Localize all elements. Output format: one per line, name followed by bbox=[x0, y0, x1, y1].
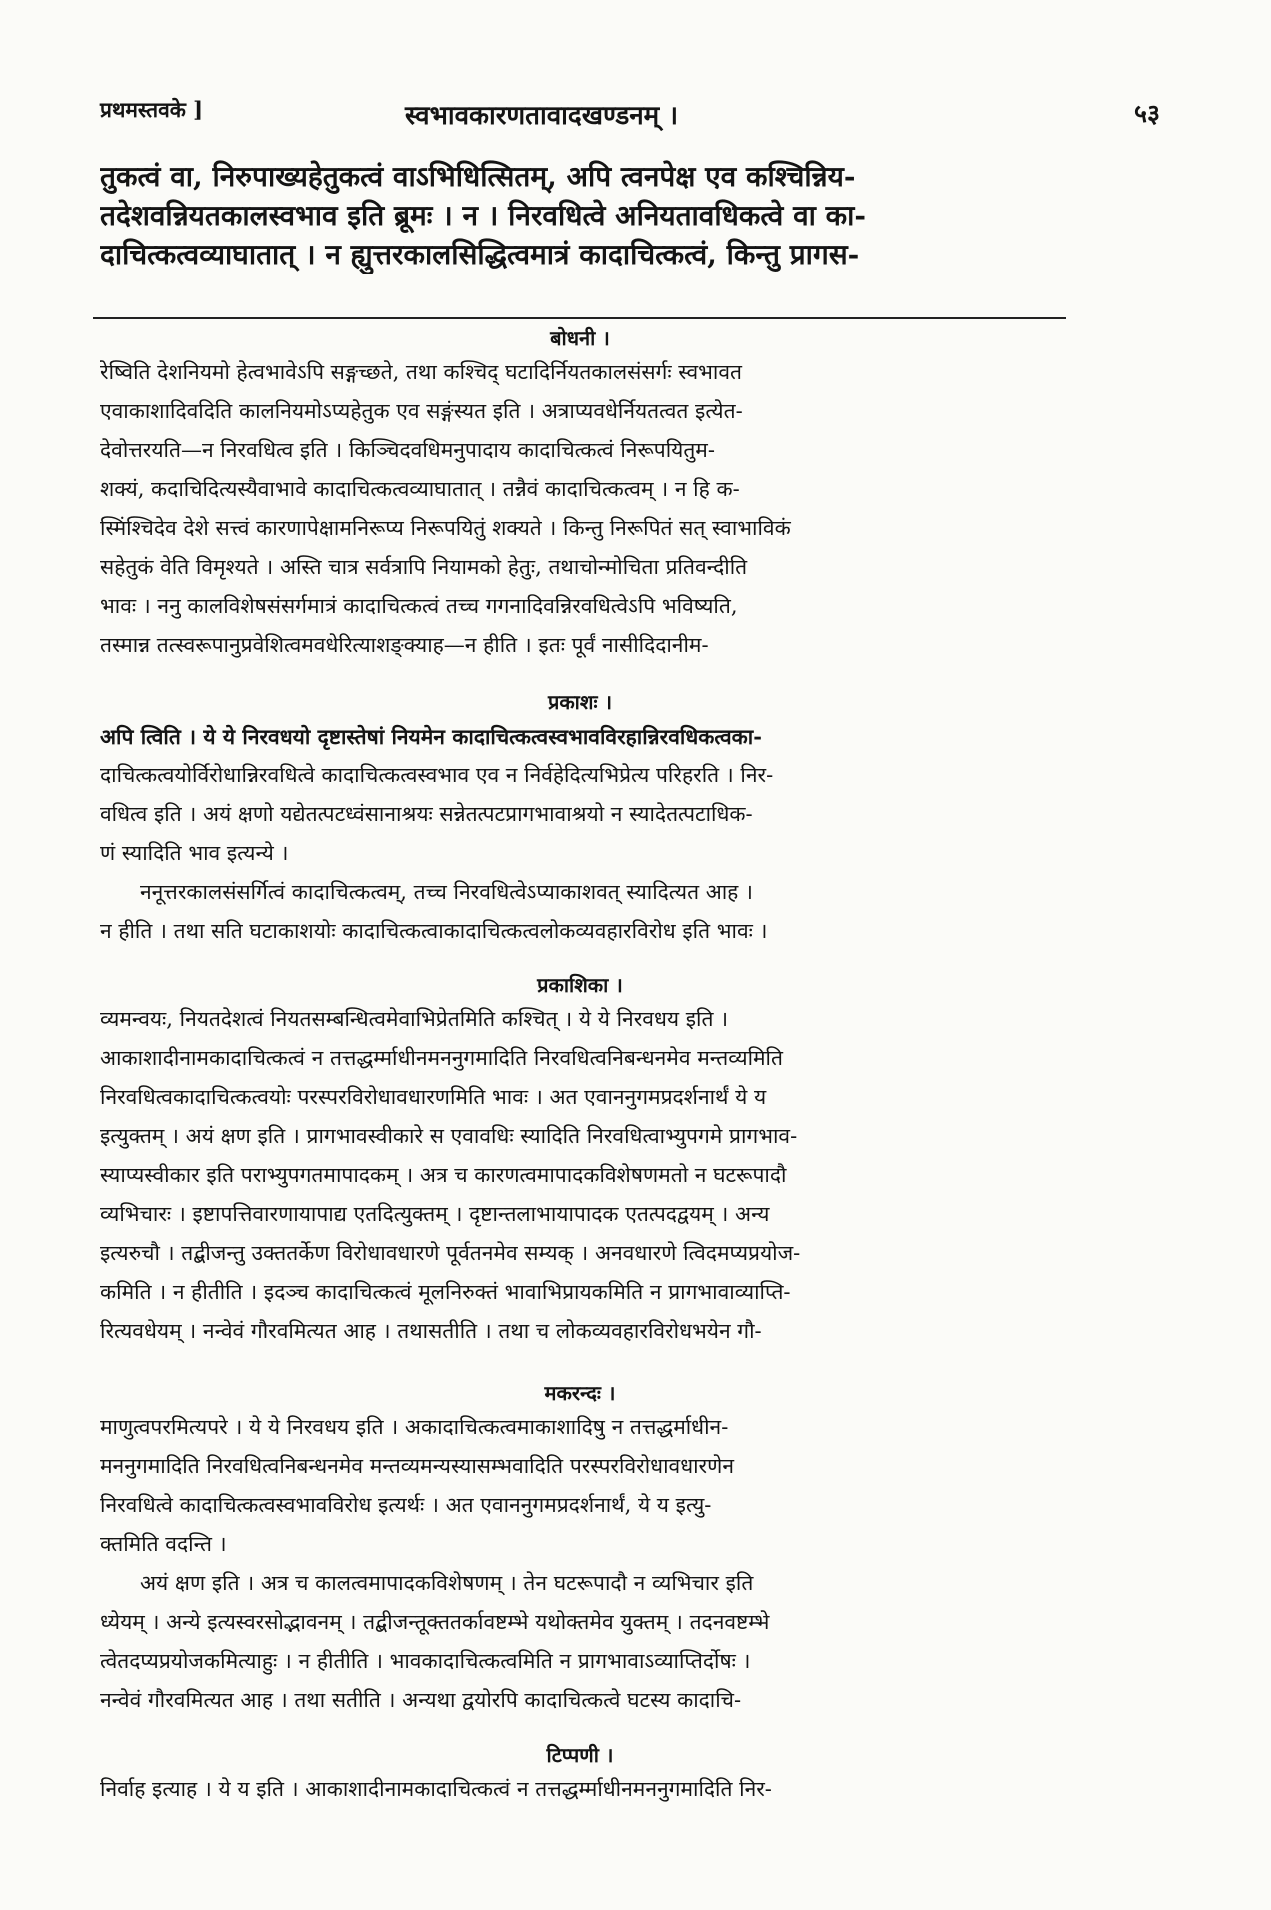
commentary-heading: मकरन्दः । bbox=[544, 1381, 616, 1405]
commentary-line: मननुगमादिति निरवधित्वनिबन्धनमेव मन्तव्यमन्यस्यासम्भवादिति परस्परविरोधावधारणेन bbox=[100, 1454, 734, 1478]
commentary-line: वधित्व इति । अयं क्षणो यद्येतत्पटध्वंसानाश्रयः सन्नेतत्पटप्रागभावाश्रयो न स्यादेतत्पटाधिक- bbox=[100, 802, 753, 826]
commentary-tippani bbox=[100, 1740, 1060, 1809]
commentary-line: सहेतुकं वेति विमृश्यते । अस्ति चात्र सर्वत्रापि नियामको हेतुः, तथाचोन्मोचिता प्रतिवन्दीति bbox=[100, 555, 748, 579]
commentary-line: इत्यरुचौ । तद्बीजन्तु उक्ततर्केण विरोधावधारणे पूर्वतनमेव सम्यक् । अनवधारणे त्विदमप्यप्रयोज- bbox=[100, 1241, 801, 1265]
section-marker: प्रथमस्तवके ] bbox=[100, 97, 204, 122]
commentary-line: शक्यं, कदाचिदित्यस्यैवाभावे कादाचित्कत्वव्याघातात् । तन्नैवं कादाचित्कत्वम् । न हि क- bbox=[100, 477, 740, 501]
commentary-line: इत्युक्तम् । अयं क्षण इति । प्रागभावस्वीकारे स एवावधिः स्यादिति निरवधित्वाभ्युपगमे प्रागभाव- bbox=[100, 1124, 798, 1148]
commentary-bodhani bbox=[100, 323, 1060, 665]
commentary-line: आकाशादीनामकादाचित्कत्वं न तत्तद्धर्म्माधीनमननुगमादिति निरवधित्वनिबन्धनमेव मन्तव्यमिति bbox=[100, 1046, 783, 1070]
commentary-line: व्यमन्वयः, नियतदेशत्वं नियतसम्बन्धित्वमेवाभिप्रेतमिति कश्चित् । ये ये निरवधय इति । bbox=[100, 1007, 729, 1031]
commentary-line: रित्यवधेयम् । नन्वेवं गौरवमित्यत आह । तथासतीति । तथा च लोकव्यवहारविरोधभयेन गौ- bbox=[100, 1319, 762, 1343]
commentary-line: त्वेतदप्यप्रयोजकमित्याहुः । न हीतीति । भावकादाचित्कत्वमिति न प्रागभावाऽव्याप्तिर्दोषः । bbox=[100, 1649, 751, 1673]
page-number: ५३ bbox=[1133, 99, 1160, 128]
main-text bbox=[100, 157, 1160, 274]
main-text-line: दाचित्कत्वव्याघातात् । न ह्युत्तरकालसिद्धित्वमात्रं कादाचित्कत्वं, किन्तु प्रागस- bbox=[100, 238, 860, 271]
commentary-line: निर्वाह इत्याह । ये य इति । आकाशादीनामकादाचित्कत्वं न तत्तद्धर्म्माधीनमननुगमादिति निर- bbox=[100, 1777, 772, 1801]
commentary-line: रेष्विति देशनियमो हेत्वभावेऽपि सङ्गच्छते, तथा कश्चिद् घटादिर्नियतकालसंसर्गः स्वभावत bbox=[100, 360, 742, 384]
commentary-line: ननूत्तरकालसंसर्गित्वं कादाचित्कत्वम्, तच्च निरवधित्वेऽप्याकाशवत् स्यादित्यत आह । bbox=[140, 880, 753, 904]
commentary-line: न हीति । तथा सति घटाकाशयोः कादाचित्कत्वाकादाचित्कत्वलोकव्यवहारविरोध इति भावः । bbox=[100, 919, 768, 943]
commentary-line: नन्वेवं गौरवमित्यत आह । तथा सतीति । अन्यथा द्वयोरपि कादाचित्कत्वे घटस्य कादाचि- bbox=[100, 1688, 742, 1712]
commentary-heading: प्रकाशः । bbox=[547, 690, 613, 714]
commentary-line: एवाकाशादिवदिति कालनियमोऽप्यहेतुक एव सङ्गंस्यत इति । अत्राप्यवधेर्नियतत्वत इत्येत- bbox=[100, 399, 743, 423]
commentary-line: तस्मान्न तत्स्वरूपानुप्रवेशित्वमवधेरित्याशङ्क्याह—न हीति । इतः पूर्वं नासीदिदानीम- bbox=[100, 633, 709, 657]
commentary-line: णं स्यादिति भाव इत्यन्ये । bbox=[100, 841, 289, 865]
commentary-prakasha bbox=[100, 687, 1060, 951]
commentary-makaranda bbox=[100, 1378, 1060, 1720]
main-text-line: तुकत्वं वा, निरुपाख्यहेतुकत्वं वाऽभिधित्सितम्, अपि त्वनपेक्ष एव कश्चिन्निय- bbox=[100, 160, 856, 193]
commentary-heading: टिप्पणी । bbox=[546, 1743, 614, 1767]
commentary-line: निरवधित्वकादाचित्कत्वयोः परस्परविरोधावधारणमिति भावः । अत एवाननुगमप्रदर्शनार्थं ये य bbox=[100, 1085, 767, 1109]
main-text-line: तदेशवन्नियतकालस्वभाव इति ब्रूमः । न । निरवधित्वे अनियतावधिकत्वे वा का- bbox=[100, 199, 867, 232]
commentary-line: ध्येयम् । अन्ये इत्यस्वरसोद्भावनम् । तद्बीजन्तूक्ततर्कावष्टम्भे यथोक्तमेव युक्तम् । तदनवष्टम्भे bbox=[100, 1610, 770, 1634]
commentary-line: भावः । ननु कालविशेषसंसर्गमात्रं कादाचित्कत्वं तच्च गगनादिवन्निरवधित्वेऽपि भविष्यति, bbox=[100, 594, 738, 618]
commentary-line: निरवधित्वे कादाचित्कत्वस्वभावविरोध इत्यर्थः । अत एवाननुगमप्रदर्शनार्थं, ये य इत्यु- bbox=[100, 1493, 712, 1517]
commentary-line: देवोत्तरयति—न निरवधित्व इति । किञ्चिदवधिमनुपादाय कादाचित्कत्वं निरूपयितुम- bbox=[100, 438, 715, 462]
commentary-line: दाचित्कत्वयोर्विरोधान्निरवधित्वे कादाचित्कत्वस्वभाव एव न निर्वहेदित्यभिप्रेत्य परिहरति । निर- bbox=[100, 763, 774, 787]
commentary-line: क्तमिति वदन्ति । bbox=[100, 1532, 227, 1556]
commentary-line: कमिति । न हीतीति । इदञ्च कादाचित्कत्वं मूलनिरुक्तं भावाभिप्रायकमिति न प्रागभावाव्याप्ति- bbox=[100, 1280, 791, 1304]
running-header bbox=[100, 96, 1160, 136]
commentary-line: अपि त्विति । ये ये निरवधयो दृष्टास्तेषां नियमेन कादाचित्कत्वस्वभावविरहान्निरवधिकत्वका- bbox=[100, 724, 762, 749]
commentary-heading: प्रकाशिका । bbox=[537, 973, 623, 997]
commentary-line: व्यभिचारः । इष्टापत्तिवारणायापाद्य एतदित्युक्तम् । दृष्टान्तलाभायापादक एतत्पदद्वयम् । अन्य bbox=[100, 1202, 770, 1226]
commentary-line: माणुत्वपरमित्यपरे । ये ये निरवधय इति । अकादाचित्कत्वमाकाशादिषु न तत्तद्धर्माधीन- bbox=[100, 1415, 729, 1439]
commentary-line: अयं क्षण इति । अत्र च कालत्वमापादकविशेषणम् । तेन घटरूपादौ न व्यभिचार इति bbox=[140, 1571, 754, 1595]
commentary-prakashika bbox=[100, 970, 1060, 1351]
commentary-line: स्याप्यस्वीकार इति पराभ्युपगतमापादकम् । अत्र च कारणत्वमापादकविशेषणमतो न घटरूपादौ bbox=[100, 1163, 787, 1187]
separator-rule bbox=[93, 317, 1066, 319]
commentary-line: स्मिंश्चिदेव देशे सत्त्वं कारणापेक्षामनिरूप्य निरूपयितुं शक्यते । किन्तु निरूपितं सत् स्वाभाविकं bbox=[100, 516, 791, 540]
page-title: स्वभावकारणतावादखण्डनम् । bbox=[405, 101, 679, 131]
commentary-heading: बोधनी । bbox=[550, 326, 610, 350]
